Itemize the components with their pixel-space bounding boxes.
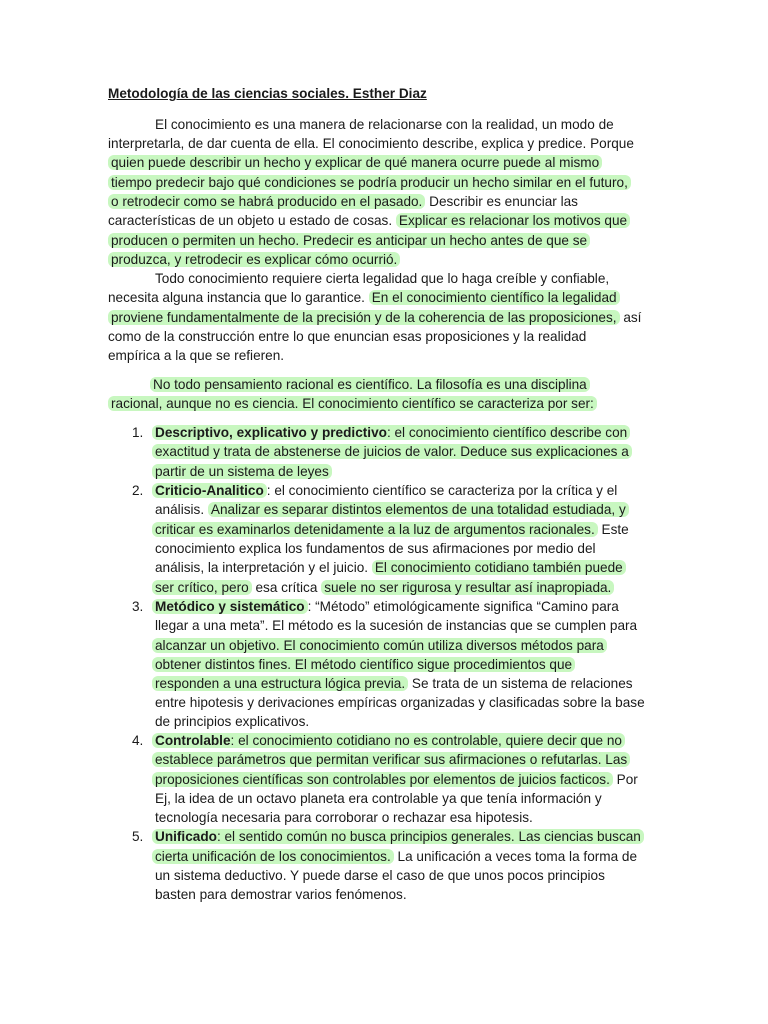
highlighted-text: racional, aunque no es ciencia. El conocimiento científico se caracteriza por ser: (108, 396, 597, 411)
text-run: entre hipotesis y derivaciones empíricas organizadas y clasificadas sobre la base (155, 695, 645, 710)
highlighted-text: o retrodecir como se habrá producido en el pasado. (108, 194, 425, 209)
highlighted-text: suele no ser rigurosa y resultar así inapropiada. (321, 580, 614, 595)
p1-line-7 (108, 231, 590, 250)
list-item-5-line-1 (152, 827, 644, 846)
list-item-1-line-1 (152, 423, 630, 442)
p1-line-1 (155, 115, 614, 134)
text-run: El conocimiento es una manera de relacionarse con la realidad, un modo de (155, 117, 614, 132)
list-item-3-line-3 (152, 636, 607, 655)
p1-line-3 (108, 153, 602, 172)
text-run: Ej, la idea de un octavo planeta era controlable ya que tenía información y (155, 791, 602, 806)
text-run: esa crítica (251, 580, 322, 595)
list-number: 5. (132, 829, 144, 844)
p2-line-1 (155, 269, 609, 288)
list-item-5-line-4 (155, 885, 407, 904)
list-item-2-line-4 (155, 539, 596, 558)
text-run: Describir es enunciar las (425, 194, 578, 209)
text-run: características de un objeto u estado de cosas. (108, 213, 396, 228)
list-item-3-line-2 (155, 616, 637, 635)
list-item-2-line-3 (152, 520, 629, 539)
highlighted-text: establece parámetros que permitan verificar sus afirmaciones o refutarlas. Las (152, 752, 630, 767)
text-run: La unificación a veces toma la forma de (393, 849, 638, 864)
list-number: 4. (132, 733, 144, 748)
text-run: así (619, 310, 642, 325)
text-run: empírica a la que se refieren. (108, 348, 285, 363)
highlighted-text: alcanzar un objetivo. El conocimiento común utiliza diversos métodos para (152, 638, 607, 653)
list-item-2-line-6 (152, 578, 614, 597)
highlighted-text: responden a una estructura lógica previa. (152, 676, 408, 691)
text-run: un sistema deductivo. Y puede darse el caso de que unos pocos principios (155, 868, 605, 883)
document-title: Metodología de las ciencias sociales. Esther Diaz (108, 86, 427, 101)
list-item-3-line-4 (152, 655, 575, 674)
list-item-2-line-1 (152, 481, 617, 500)
text-run: Este (597, 522, 629, 537)
list-item-3-line-5 (152, 674, 633, 693)
highlighted-text: produzca, y retrodecir es explicar cómo ocurrió. (108, 252, 400, 267)
list-item-2-line-5 (155, 558, 626, 577)
list-item-1-line-2 (152, 442, 632, 461)
text-run: como de la construcción entre lo que enuncian esas proposiciones y la realidad (108, 329, 587, 344)
text-run: basten para demostrar varios fenómenos. (155, 887, 407, 902)
list-item-3-line-6 (155, 693, 645, 712)
highlighted-text: No todo pensamiento racional es científico. La filosofía es una disciplina (150, 377, 590, 392)
text-run: : “Método” etimológicamente significa “Camino para (307, 599, 619, 614)
text-run: llegar a una meta”. El método es la sucesión de instancias que se cumplen para (155, 618, 638, 633)
p1-line-2 (108, 134, 634, 153)
highlighted-text: tiempo predecir bajo qué condiciones se podría producir un hecho similar en el futuro, (108, 175, 631, 190)
text-run: interpretarla, de dar cuenta de ella. El conocimiento describe, explica y predice. Porque (108, 136, 634, 151)
highlighted-text: ser crítico, pero (152, 580, 252, 595)
highlighted-text: Analizar es separar distintos elementos de una totalidad estudiada, y (208, 502, 629, 517)
text-run: Se trata de un sistema de relaciones (408, 676, 633, 691)
p1-line-6 (108, 211, 630, 230)
highlighted-text: exactitud y trata de abstenerse de juicios de valor. Deduce sus explicaciones a (152, 444, 632, 459)
p1-line-8 (108, 250, 400, 269)
list-item-3-line-1 (152, 597, 619, 616)
text-run: conocimiento explica los fundamentos de sus afirmaciones por medio del (155, 541, 596, 556)
highlighted-text: criticar es examinarlos detenidamente a la luz de argumentos racionales. (152, 522, 598, 537)
highlighted-text: proviene fundamentalmente de la precisión y de la coherencia de las proposiciones, (108, 310, 620, 325)
p2-line-3 (108, 308, 641, 327)
text-run: : el conocimiento científico se caracteriza por la crítica y el (266, 483, 618, 498)
p2-line-4 (108, 327, 586, 346)
item-heading: Metódico y sistemático (155, 599, 305, 614)
text-run: : el conocimiento cotidiano no es controlable, quiere decir que no (230, 733, 622, 748)
list-item-1-line-3 (152, 462, 332, 481)
p2-line-5 (108, 346, 284, 365)
text-run: Por (612, 772, 638, 787)
highlighted-text: cierta unificación de los conocimientos. (152, 849, 394, 864)
list-item-4-line-4 (155, 789, 602, 808)
text-run: : el sentido común no busca principios generales. Las ciencias buscan (216, 829, 641, 844)
highlighted-text: obtener distintos fines. El método científico sigue procedimientos que (152, 657, 575, 672)
highlighted-text: Explicar es relacionar los motivos que (396, 213, 630, 228)
text-run: : el conocimiento científico describe con (386, 425, 628, 440)
item-heading: Unificado (155, 829, 217, 844)
p1-line-4 (108, 173, 631, 192)
list-item-4-line-5 (155, 808, 533, 827)
item-heading: Controlable (155, 733, 231, 748)
list-item-4-line-3 (152, 770, 638, 789)
text-run: necesita alguna instancia que lo garantice. (108, 290, 369, 305)
p3-line-2 (108, 394, 597, 413)
item-heading: Descriptivo, explicativo y predictivo (155, 425, 387, 440)
list-number: 3. (132, 599, 144, 614)
text-run: análisis. (155, 502, 208, 517)
highlighted-text: quien puede describir un hecho y explicar de qué manera ocurre puede al mismo (108, 155, 602, 170)
list-item-5-line-2 (152, 847, 637, 866)
highlighted-text: partir de un sistema de leyes (152, 464, 332, 479)
text-run: análisis, la interpretación y el juicio. (155, 560, 372, 575)
highlighted-text: En el conocimiento científico la legalidad (369, 290, 620, 305)
item-heading: Criticio-Analitico (155, 483, 264, 498)
p2-line-2 (108, 288, 620, 307)
text-run: Todo conocimiento requiere cierta legalidad que lo haga creíble y confiable, (155, 271, 610, 286)
p1-line-5 (108, 192, 578, 211)
highlighted-text: El conocimiento cotidiano también puede (372, 560, 626, 575)
list-number: 2. (132, 483, 144, 498)
highlighted-text: proposiciones científicas son controlables por elementos de juicios facticos. (152, 772, 613, 787)
highlighted-text: producen o permiten un hecho. Predecir es anticipar un hecho antes de que se (108, 233, 590, 248)
list-item-2-line-2 (155, 500, 629, 519)
list-item-5-line-3 (155, 866, 605, 885)
p3-line-1 (150, 375, 590, 394)
list-item-4-line-2 (152, 750, 630, 769)
list-item-3-line-7 (155, 712, 309, 731)
text-run: tecnología necesaria para corroborar o rechazar esa hipotesis. (155, 810, 533, 825)
text-run: de principios explicativos. (155, 714, 310, 729)
list-number: 1. (132, 425, 144, 440)
list-item-4-line-1 (152, 731, 625, 750)
